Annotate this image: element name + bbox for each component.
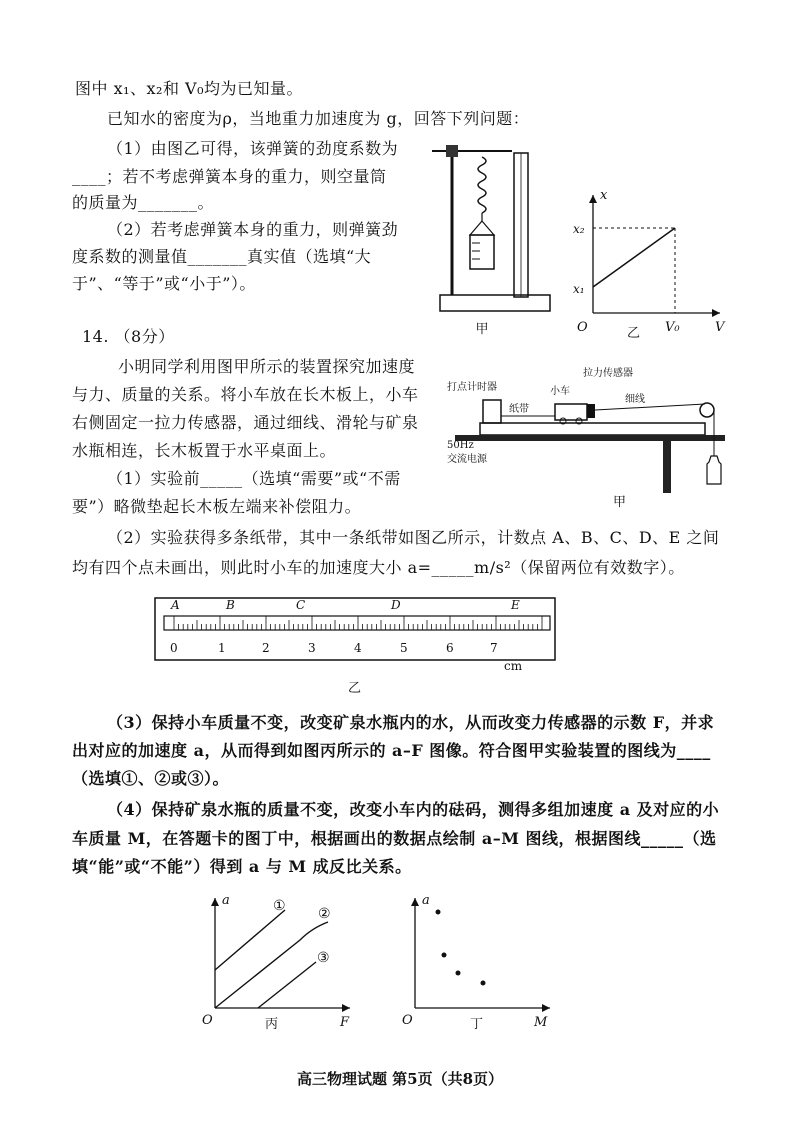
tick-label-7: 7 [490, 641, 498, 655]
table-top [455, 435, 725, 441]
caption-bing: 丙 [265, 1017, 279, 1032]
caption-yi-2: 乙 [348, 681, 362, 696]
car-label: 小车 [550, 386, 570, 397]
caption-ding: 丁 [470, 1017, 484, 1032]
m-axis-label: M [534, 1015, 548, 1030]
data-line [593, 228, 675, 287]
paper-tape-ruler-figure [150, 590, 565, 700]
text-line-20: （选填①、②或③）。 [72, 769, 230, 788]
ticker-timer [483, 400, 501, 423]
text-line-11: 与力、质量的关系。将小车放在长木板上，小车 [72, 385, 419, 404]
origin-label-bing: O [202, 1013, 213, 1028]
text-line-23: 填“能”或“不能”）得到 a 与 M 成反比关系。 [72, 857, 412, 876]
caption-yi-1: 乙 [627, 326, 641, 341]
timer-label: 打点计时器 [447, 382, 497, 393]
ruler-ticks [174, 616, 542, 630]
x2-label: x₂ [573, 222, 585, 236]
spring [478, 157, 486, 213]
text-line-8: 于”、“等于”或“小于”）。 [72, 274, 256, 293]
text-line-2: 已知水的密度为ρ，当地重力加速度为 g，回答下列问题： [107, 109, 530, 128]
y-axis-label: x [600, 188, 608, 203]
data-point [481, 981, 486, 986]
tick-label-0: 0 [170, 641, 178, 655]
base-plate [440, 295, 550, 311]
x-axis-label: V [715, 320, 725, 335]
cart-apparatus-figure [445, 360, 745, 510]
tick-label-3: 3 [308, 641, 316, 655]
tape-point-b: B [226, 598, 235, 612]
pulley [700, 403, 714, 417]
caption-jia-2: 甲 [613, 495, 627, 510]
caption-jia-1: 甲 [475, 322, 489, 337]
force-sensor [587, 404, 595, 418]
water-bottle [707, 456, 721, 484]
table-leg [663, 441, 671, 493]
text-line-16: （2）实验获得多条纸带，其中一条纸带如图乙所示，计数点 A、B、C、D、E 之间 [107, 528, 720, 547]
string [595, 404, 705, 410]
text-line-7: 度系数的测量值_______真实值（选填“大 [72, 247, 372, 266]
text-line-14: （1）实验前_____（选填“需要”或“不需 [107, 469, 401, 488]
line-2 [215, 922, 328, 1008]
origin-label: O [577, 320, 588, 335]
data-point [456, 971, 461, 976]
tape-label: 纸带 [509, 404, 529, 415]
a-axis-label-ding: a [422, 893, 430, 908]
text-line-19: 出对应的加速度 a，从而得到如图丙所示的 a–F 图像。符合图甲实验装置的图线为____ [72, 741, 711, 760]
text-line-22: 车质量 M，在答题卡的图丁中，根据画出的数据点绘制 a–M 图线，根据图线_____（选 [72, 829, 717, 848]
hanger-triangle [470, 221, 494, 235]
text-line-17: 均有四个点未画出，则此时小车的加速度大小 a=_____m/s²（保留两位有效数字）。 [72, 558, 685, 577]
text-line-12: 右侧固定一拉力传感器，通过细线、滑轮与矿泉 [72, 413, 419, 432]
text-line-18: （3）保持小车质量不变，改变矿泉水瓶内的水，从而改变力传感器的示数 F，并求 [107, 713, 715, 732]
text-line-1: 图中 x₁、x₂和 V₀均为已知量。 [75, 79, 304, 98]
tape-point-c: C [296, 598, 306, 612]
data-point [442, 953, 447, 958]
text-line-21: （4）保持矿泉水瓶的质量不变，改变小车内的砝码，测得多组加速度 a 及对应的小 [107, 800, 720, 819]
f-axis-label: F [340, 1015, 350, 1030]
text-line-15: 要”）略微垫起长木板左端来补偿阻力。 [72, 497, 362, 516]
text-line-13: 水瓶相连，长木板置于水平桌面上。 [72, 441, 337, 460]
a-m-graph [400, 890, 560, 1035]
text-line-5: 的质量为_______。 [72, 193, 215, 212]
x1-label: x₁ [573, 282, 585, 296]
clamp [446, 145, 458, 157]
string-label: 细线 [625, 394, 645, 405]
tape-point-d: D [391, 598, 401, 612]
text-line-6: （2）若考虑弹簧本身的重力，则弹簧劲 [107, 220, 399, 239]
long-board [480, 423, 705, 435]
cart [555, 404, 587, 420]
tick-label-1: 1 [218, 641, 226, 655]
question-number: 14. （8分） [82, 327, 175, 346]
text-line-10: 小明同学利用图甲所示的装置探究加速度 [118, 357, 416, 376]
data-point [436, 910, 441, 915]
tick-label-2: 2 [262, 641, 270, 655]
tape-point-a: A [171, 598, 180, 612]
line-1-label: ① [273, 898, 286, 914]
line-3-label: ③ [317, 950, 330, 966]
line-2-label: ② [318, 906, 331, 922]
tape-point-e: E [511, 598, 520, 612]
page-footer: 高三物理试题 第5页（共8页） [296, 1070, 504, 1088]
a-f-graph [200, 890, 360, 1035]
power-label-2: 交流电源 [447, 454, 487, 465]
tick-label-6: 6 [446, 641, 454, 655]
measuring-cylinder [470, 235, 494, 269]
text-line-4: ____；若不考虑弹簧本身的重力，则空量筒 [72, 167, 387, 186]
ruler-body [164, 616, 550, 630]
power-label-1: 50Hz [447, 440, 474, 451]
x-v-graph [565, 185, 735, 345]
unit-label: cm [504, 659, 523, 673]
spring-apparatus-figure [420, 135, 565, 345]
a-axis-label: a [222, 893, 230, 908]
tick-label-4: 4 [354, 641, 362, 655]
line-3 [258, 962, 316, 1008]
tick-label-5: 5 [400, 641, 408, 655]
sensor-label: 拉力传感器 [583, 368, 633, 379]
text-line-3: （1）由图乙可得，该弹簧的劲度系数为 [107, 139, 399, 158]
v0-label: V₀ [665, 320, 680, 335]
origin-label-ding: O [402, 1013, 413, 1028]
